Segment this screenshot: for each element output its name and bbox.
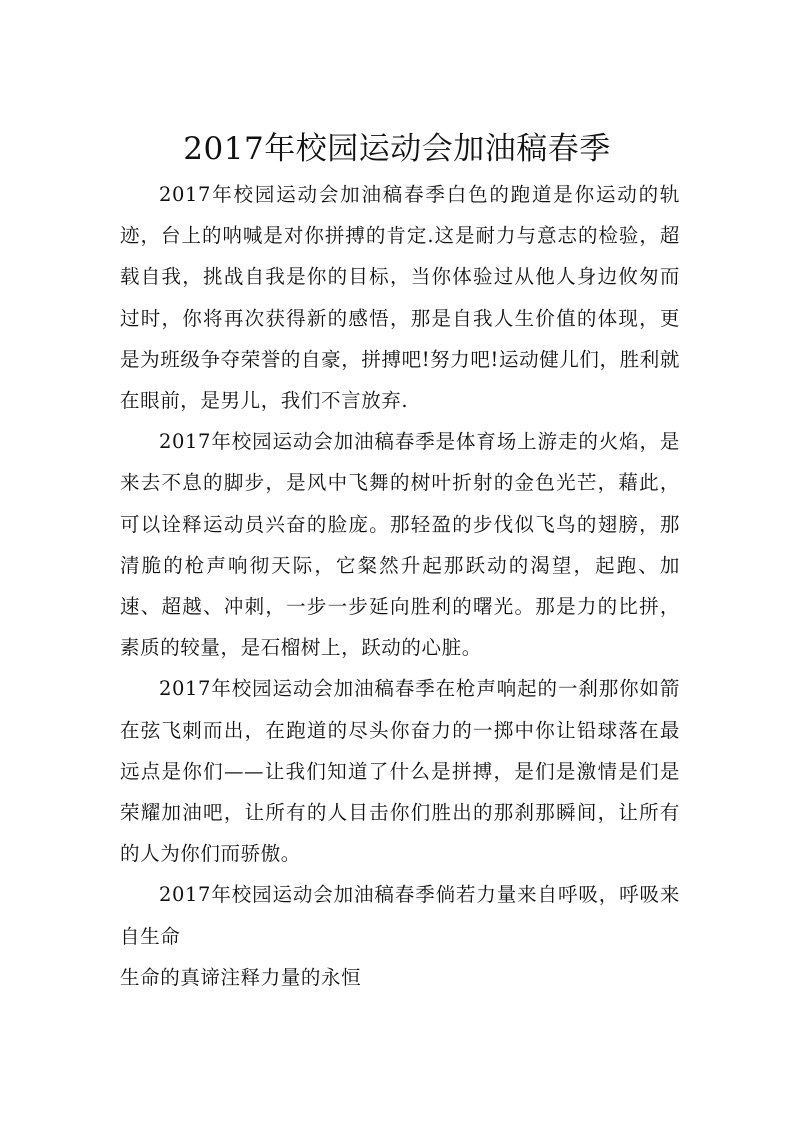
closing-line: 生命的真谛注释力量的永恒 [120,965,362,989]
document-body [120,174,680,998]
paragraph-4: 2017年校园运动会加油稿春季倘若力量来自呼吸，呼吸来自生命 [120,883,680,948]
paragraph-1: 2017年校园运动会加油稿春季白色的跑道是你运动的轨迹，台上的呐喊是对你拼搏的肯定.这是耐力与意志的检验，超载自我，挑战自我是你的目标，当你体验过从他人身边攸匆而过时，你将再次获得新的感悟，那是自我人生价值的体现，更是为班级争夺荣誉的自豪，拼搏吧!努力吧!运动健儿们，胜利就在眼前，是男儿，我们不言放弃. [120,183,680,413]
paragraph-3: 2017年校园运动会加油稿春季在枪声响起的一刹那你如箭在弦飞刺而出，在跑道的尽头你奋力的一掷中你让铅球落在最远点是你们——让我们知道了什么是拼搏，是们是激情是们是荣耀加油吧，让所有的人目击你们胜出的那刹那瞬间，让所有的人为你们而骄傲。 [120,677,680,866]
paragraph-2: 2017年校园运动会加油稿春季是体育场上游走的火焰，是来去不息的脚步，是风中飞舞的树叶折射的金色光芒，藉此，可以诠释运动员兴奋的脸庞。那轻盈的步伐似飞鸟的翅膀，那清脆的枪声响彻天际，它粲然升起那跃动的渴望，起跑、加速、超越、冲刺，一步一步延向胜利的曙光。那是力的比拼，素质的较量，是石榴树上，跃动的心脏。 [120,430,680,660]
document-title: 2017年校园运动会加油稿春季 [183,130,611,167]
